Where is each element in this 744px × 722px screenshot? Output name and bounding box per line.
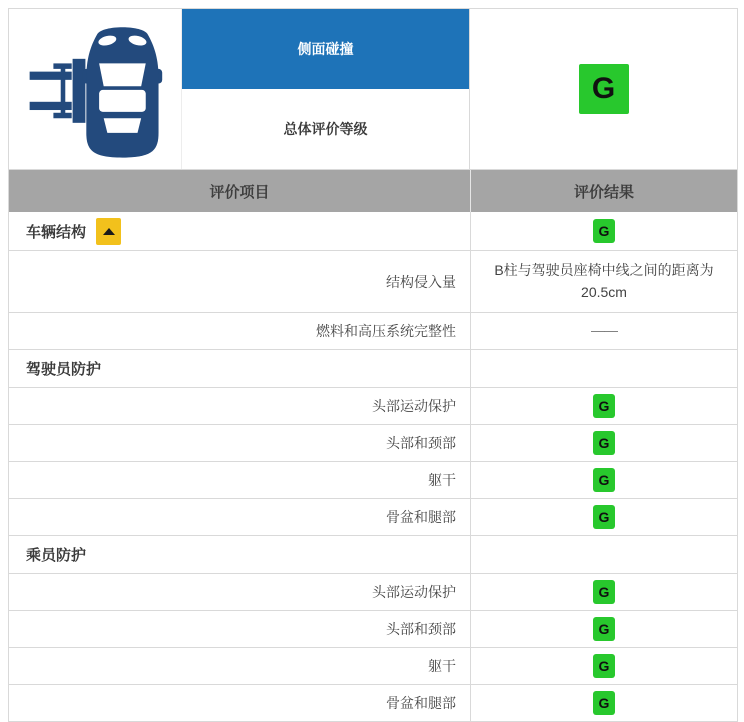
section-label: 车辆结构 [26, 223, 87, 241]
no-result-dash: —— [591, 322, 617, 339]
grade-badge: G [593, 219, 615, 243]
item-label: 头部运动保护 [372, 584, 456, 600]
result-cell [471, 648, 737, 684]
crash-type-banner [182, 9, 469, 89]
result-text: B柱与驾驶员座椅中线之间的距离为 20.5cm [494, 261, 714, 300]
grade-badge: G [593, 505, 615, 529]
item-cell [9, 499, 471, 535]
table-row [9, 535, 737, 573]
side-impact-illustration [9, 9, 182, 169]
item-cell [9, 350, 471, 387]
result-cell [471, 251, 737, 312]
table-row [9, 212, 737, 250]
grade-badge: G [593, 617, 615, 641]
item-cell [9, 574, 471, 610]
grade-badge: G [593, 580, 615, 604]
overall-grade-label: 总体评价等级 [283, 121, 368, 137]
item-label: 头部和颈部 [386, 435, 456, 451]
item-cell [9, 388, 471, 424]
summary-section [9, 9, 737, 170]
grade-badge: G [593, 431, 615, 455]
result-cell [471, 350, 737, 387]
triangle-up-icon [103, 228, 115, 235]
section-label: 乘员防护 [26, 547, 87, 564]
table-row [9, 387, 737, 424]
grade-badge: G [593, 468, 615, 492]
item-label: 躯干 [428, 472, 456, 488]
item-cell [9, 251, 471, 312]
table-row [9, 461, 737, 498]
result-cell [471, 425, 737, 461]
result-cell [471, 313, 737, 349]
table-row [9, 312, 737, 349]
summary-middle-column [182, 9, 470, 169]
table-row [9, 647, 737, 684]
table-header-row [9, 170, 737, 212]
item-cell [9, 648, 471, 684]
result-cell [471, 611, 737, 647]
table-row [9, 424, 737, 461]
item-cell [9, 313, 471, 349]
item-cell [9, 425, 471, 461]
grade-badge: G [593, 654, 615, 678]
overall-grade-cell [470, 9, 737, 169]
crash-type-label: 侧面碰撞 [297, 41, 354, 57]
grade-badge: G [593, 394, 615, 418]
item-cell [9, 685, 471, 721]
section-label: 驾驶员防护 [26, 361, 102, 378]
item-label: 头部和颈部 [386, 621, 456, 637]
table-row [9, 498, 737, 535]
result-cell [471, 499, 737, 535]
side-impact-rating-table [8, 8, 738, 722]
item-label: 骨盆和腿部 [386, 695, 456, 711]
table-row [9, 684, 737, 721]
table-row [9, 349, 737, 387]
item-cell [9, 212, 471, 250]
table-row [9, 250, 737, 312]
overall-grade-label-cell [182, 89, 469, 169]
column-header-result: 评价结果 [573, 183, 634, 201]
item-label: 头部运动保护 [372, 398, 456, 414]
item-label: 骨盆和腿部 [386, 509, 456, 525]
item-cell [9, 536, 471, 573]
result-cell [471, 212, 737, 250]
column-header-item: 评价项目 [9, 170, 471, 212]
item-label: 躯干 [428, 658, 456, 674]
result-cell [471, 574, 737, 610]
item-cell [9, 462, 471, 498]
result-cell [471, 536, 737, 573]
result-cell [471, 462, 737, 498]
item-label: 燃料和高压系统完整性 [316, 323, 456, 339]
table-row [9, 610, 737, 647]
item-cell [9, 611, 471, 647]
side-impact-car-top-view-icon [15, 15, 175, 163]
overall-grade-badge: G [579, 64, 629, 114]
grade-badge: G [593, 691, 615, 715]
result-cell [471, 685, 737, 721]
rating-rows [9, 212, 737, 721]
table-row [9, 573, 737, 610]
item-label: 结构侵入量 [386, 273, 456, 290]
result-cell [471, 388, 737, 424]
collapse-toggle-button[interactable] [96, 218, 121, 245]
